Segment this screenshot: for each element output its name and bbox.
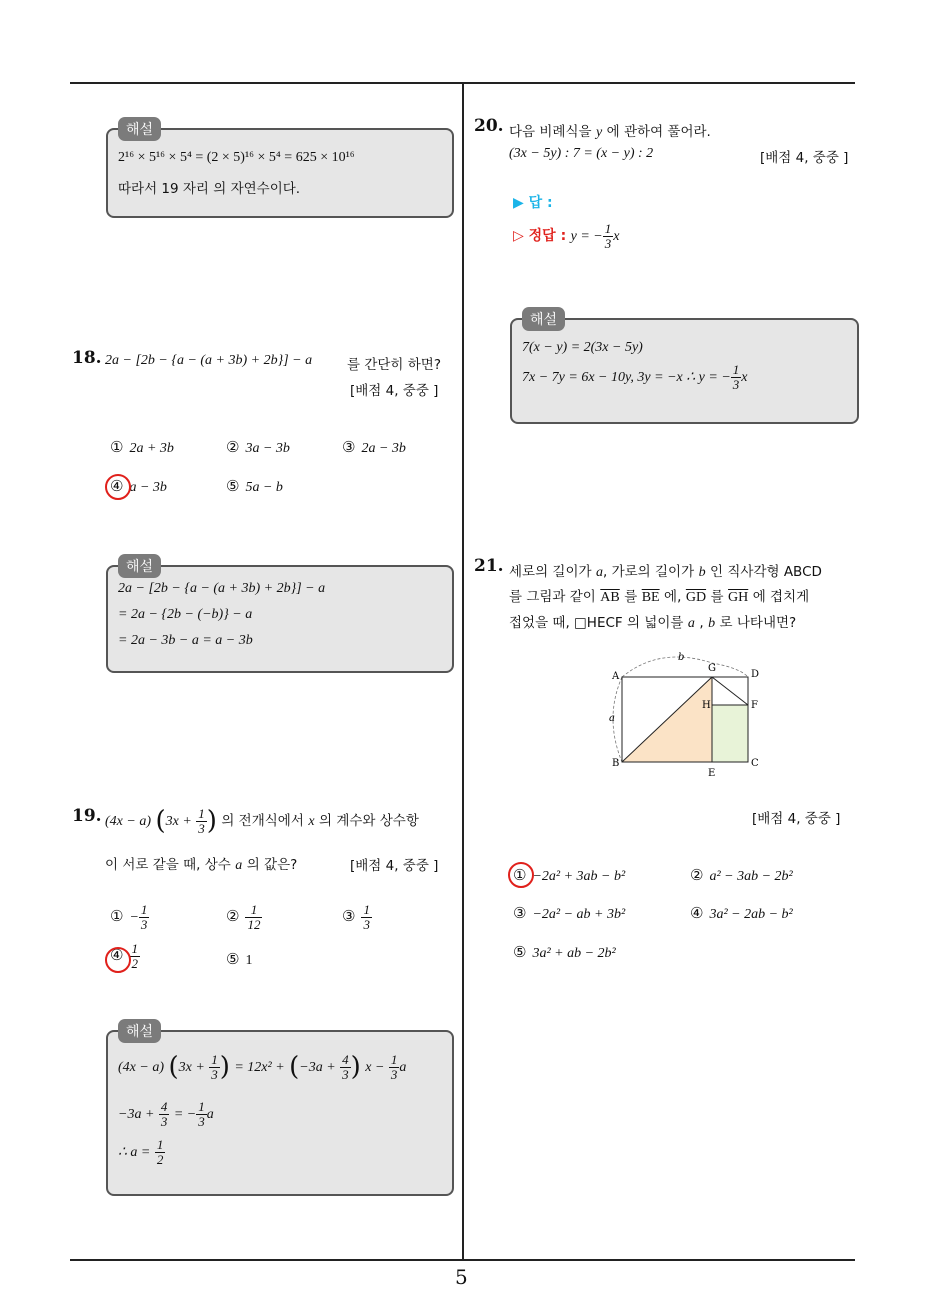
label-F: F <box>751 700 758 711</box>
numerator: 1 <box>732 362 740 377</box>
q21-answer-circle <box>508 862 534 888</box>
paren-right: ) <box>219 1052 230 1082</box>
paren-left: ( <box>168 1052 179 1082</box>
segment-gh: $\overline{GH}$ <box>728 590 749 605</box>
text: 를 그림과 같이 <box>509 589 596 605</box>
numerator: 1 <box>198 1099 205 1114</box>
text: 세로의 길이가 <box>509 564 592 580</box>
choice-number: ⑤ <box>513 943 527 961</box>
bottom-rule <box>70 1259 855 1261</box>
text: 를 <box>624 589 638 605</box>
denominator: 2 <box>131 955 138 971</box>
q19-text1: 의 전개식에서 <box>221 813 304 829</box>
label-D: D <box>751 669 760 680</box>
label-G: G <box>708 663 716 674</box>
q20-score: [배점 4, 중중 ] <box>760 150 849 166</box>
choice-number: ④ <box>110 477 124 495</box>
q20-proportion: (3x − 5y) : 7 = (x − y) : 2 <box>509 146 654 161</box>
q21-question-line1 <box>509 560 822 581</box>
q18-number: 18. <box>72 348 102 368</box>
paren-left: ( <box>289 1052 300 1082</box>
column-divider <box>462 82 464 1260</box>
q19-choice-3[interactable] <box>342 903 372 931</box>
choice-number: ④ <box>110 946 124 965</box>
text: 로 나타내면? <box>719 615 797 631</box>
segment-gd: $\overline{GD}$ <box>685 590 707 605</box>
denominator: 3 <box>363 916 370 932</box>
q20-answer-label: ▶ 답 : <box>513 195 553 211</box>
q20-question-line1 <box>509 120 711 141</box>
q18-solution-line2: = 2a − {2b − (−b)} − a <box>118 607 253 622</box>
q20-text-b: 에 관하여 풀어라. <box>606 124 711 140</box>
sol-part: −3a + <box>299 1060 336 1075</box>
var: b <box>698 565 706 580</box>
label-C: C <box>751 758 759 769</box>
correct-fraction <box>603 222 614 250</box>
q19-text2: 의 계수와 상수항 <box>319 813 419 829</box>
numerator: 1 <box>140 902 148 917</box>
choice-fraction <box>245 903 262 931</box>
numerator: 1 <box>363 902 370 917</box>
q20-correct-answer <box>513 222 619 250</box>
q18-choice-5[interactable] <box>226 477 283 496</box>
choice-text: a − 3b <box>129 480 167 495</box>
q20-solution-tag: 해설 <box>522 307 565 331</box>
q19-paren-right: ) <box>206 806 217 836</box>
choice-text: 3a − 3b <box>245 441 290 456</box>
q19-var-a: a <box>235 858 243 873</box>
choice-text: 1 <box>245 953 253 968</box>
q20-text-a: 다음 비례식을 <box>509 124 592 140</box>
q21-number: 21. <box>474 556 504 576</box>
sol-part: a <box>206 1107 214 1123</box>
denominator: 3 <box>160 1113 168 1129</box>
choice-number: ① <box>513 866 527 884</box>
q19-choice-2[interactable] <box>226 903 262 931</box>
q19-solution-line1 <box>118 1052 406 1082</box>
q21-choice-3[interactable] <box>513 904 625 923</box>
q19-expr-3x: 3x + <box>165 814 192 829</box>
choice-sign: − <box>129 910 139 926</box>
choice-number: ④ <box>690 904 704 922</box>
page-number: 5 <box>455 1265 468 1289</box>
q18-question-math: 2a − [2b − {a − (a + 3b) + 2b}] − a <box>105 353 313 368</box>
sol-line2-fraction <box>731 363 742 391</box>
choice-text: 2a + 3b <box>129 441 174 456</box>
q19-solution-line3 <box>118 1138 165 1166</box>
hecf-region <box>712 705 748 762</box>
numerator: 1 <box>390 1051 398 1067</box>
sol-part: x − <box>365 1060 385 1075</box>
choice-number: ① <box>110 907 124 926</box>
sol-fraction <box>340 1053 351 1081</box>
q21-choice-5[interactable] <box>513 943 616 962</box>
choice-number: ⑤ <box>226 477 240 495</box>
choice-number: ② <box>226 438 240 456</box>
q19-paren-left: ( <box>155 806 166 836</box>
sol-part: 3x + <box>178 1060 205 1075</box>
var: b <box>708 616 716 631</box>
choice-number: ③ <box>513 904 527 922</box>
correct-expr-a: y = − <box>570 229 603 245</box>
q21-question-line2 <box>509 585 809 606</box>
sol-line2-end: x <box>741 370 748 386</box>
q19-text3: 이 서로 같을 때, 상수 <box>105 857 231 873</box>
q19-choice-1[interactable] <box>110 903 149 931</box>
q19-solution-tag: 해설 <box>118 1019 161 1043</box>
sol-fraction <box>389 1053 400 1081</box>
q20-var-y: y <box>596 125 603 140</box>
correct-expr-b: x <box>613 229 620 245</box>
choice-text: a² − 3ab − 2b² <box>709 869 793 884</box>
choice-fraction <box>139 903 150 931</box>
var: a <box>596 565 603 580</box>
text: , <box>699 615 704 631</box>
q19-question-line2 <box>105 853 297 874</box>
q19-solution-line2 <box>118 1100 214 1128</box>
denominator: 12 <box>247 916 261 932</box>
numerator: 4 <box>342 1051 349 1067</box>
choice-number: ② <box>690 866 704 884</box>
denominator: 3 <box>198 1113 205 1129</box>
label-E: E <box>708 768 716 779</box>
q19-question-line1 <box>105 806 419 836</box>
q19-fraction <box>196 807 207 835</box>
q19-expr-left: (4x − a) <box>105 814 151 829</box>
numerator: 4 <box>160 1099 168 1114</box>
sol-fraction <box>209 1053 220 1081</box>
q21-rectangle-figure <box>600 648 770 780</box>
text: 인 직사각형 ABCD <box>710 564 822 580</box>
label-a: a <box>609 713 615 724</box>
q19-choice-5[interactable] <box>226 950 252 969</box>
denominator: 3 <box>390 1066 398 1082</box>
q19-number: 19. <box>72 806 102 826</box>
text: , 가로의 길이가 <box>603 564 695 580</box>
text: 에, <box>664 589 682 605</box>
sol-fraction <box>196 1100 207 1128</box>
sol-part: (4x − a) <box>118 1060 164 1075</box>
sol-line2-text: 7x − 7y = 6x − 10y, 3y = −x ∴ y = − <box>522 370 731 386</box>
q18-choice-2[interactable] <box>226 438 290 457</box>
choice-number: ③ <box>342 438 356 456</box>
q19-answer-circle <box>105 947 131 973</box>
q19-text4: 의 값은? <box>246 857 298 873</box>
denominator: 3 <box>604 235 612 251</box>
denominator: 2 <box>156 1151 164 1167</box>
choice-fraction <box>361 903 372 931</box>
sol-part: = − <box>173 1107 197 1123</box>
q18-score: [배점 4, 중중 ] <box>350 383 439 399</box>
q17-solution-box <box>106 128 454 218</box>
var: a <box>687 616 695 631</box>
q21-choice-2[interactable] <box>690 866 793 885</box>
fold-line-gf <box>712 677 748 705</box>
q20-number: 20. <box>474 116 504 136</box>
q18-solution-line3: = 2a − 3b − a = a − 3b <box>118 633 253 648</box>
segment-ab: $\overline{AB}$ <box>600 590 620 605</box>
choice-text: −2a² − ab + 3b² <box>532 907 626 922</box>
text: 에 겹치게 <box>752 589 810 605</box>
label-H: H <box>702 700 711 711</box>
q21-choice-4[interactable] <box>690 904 793 923</box>
choice-text: 3a² + ab − 2b² <box>532 946 616 961</box>
segment-be: $\overline{BE}$ <box>641 590 660 605</box>
text: 를 <box>710 589 724 605</box>
q20-solution-line1: 7(x − y) = 2(3x − 5y) <box>522 340 643 355</box>
q19-var-x: x <box>308 814 315 829</box>
choice-text: 5a − b <box>245 480 283 495</box>
numerator: 1 <box>245 903 262 918</box>
arc-b <box>622 657 748 677</box>
q21-score: [배점 4, 중중 ] <box>752 811 841 827</box>
numerator: 1 <box>198 805 205 821</box>
numerator: 1 <box>156 1137 164 1152</box>
q18-solution-line1: 2a − [2b − {a − (a + 3b) + 2b}] − a <box>118 581 326 596</box>
denominator: 3 <box>140 916 148 932</box>
denominator: 3 <box>342 1066 349 1082</box>
q20-solution-line2 <box>522 363 747 391</box>
sol-fraction <box>155 1138 166 1166</box>
q17-solution-line2: 따라서 19 자리 의 자연수이다. <box>118 181 301 197</box>
choice-text: 3a² − 2ab − b² <box>709 907 793 922</box>
q18-solution-tag: 해설 <box>118 554 161 578</box>
sol-part: a <box>399 1060 407 1075</box>
q19-score: [배점 4, 중중 ] <box>350 858 439 874</box>
sol-part: ∴ a = <box>118 1145 151 1161</box>
choice-number: ⑤ <box>226 950 240 968</box>
q21-question-line3 <box>509 611 796 632</box>
q18-question-text: 를 간단히 하면? <box>347 357 441 373</box>
sol-part: = 12x² + <box>234 1060 285 1075</box>
numerator: 1 <box>211 1051 218 1067</box>
label-b: b <box>678 652 685 663</box>
choice-number: ③ <box>342 907 356 926</box>
denominator: 3 <box>211 1066 218 1082</box>
q18-choice-3[interactable] <box>342 438 406 457</box>
denominator: 3 <box>732 376 740 392</box>
denominator: 3 <box>198 820 205 836</box>
text: 접었을 때, □HECF 의 넓이를 <box>509 615 684 631</box>
correct-label: ▷ 정답 : <box>513 228 567 245</box>
paren-right: ) <box>350 1052 361 1082</box>
choice-text: −2a² + 3ab − b² <box>532 869 626 884</box>
choice-fraction <box>129 942 140 970</box>
numerator: 1 <box>604 221 612 236</box>
choice-number: ② <box>226 907 240 926</box>
label-B: B <box>612 758 620 769</box>
q17-solution-line1: 2¹⁶ × 5¹⁶ × 5⁴ = (2 × 5)¹⁶ × 5⁴ = 625 × 10¹⁶ <box>118 150 355 165</box>
sol-part: −3a + <box>118 1107 155 1123</box>
q17-solution-tag: 해설 <box>118 117 161 141</box>
label-A: A <box>612 671 620 682</box>
numerator: 1 <box>131 941 138 956</box>
choice-text: 2a − 3b <box>361 441 406 456</box>
q18-answer-circle <box>105 474 131 500</box>
q18-choice-1[interactable] <box>110 438 174 457</box>
choice-number: ① <box>110 438 124 456</box>
sol-fraction <box>159 1100 170 1128</box>
